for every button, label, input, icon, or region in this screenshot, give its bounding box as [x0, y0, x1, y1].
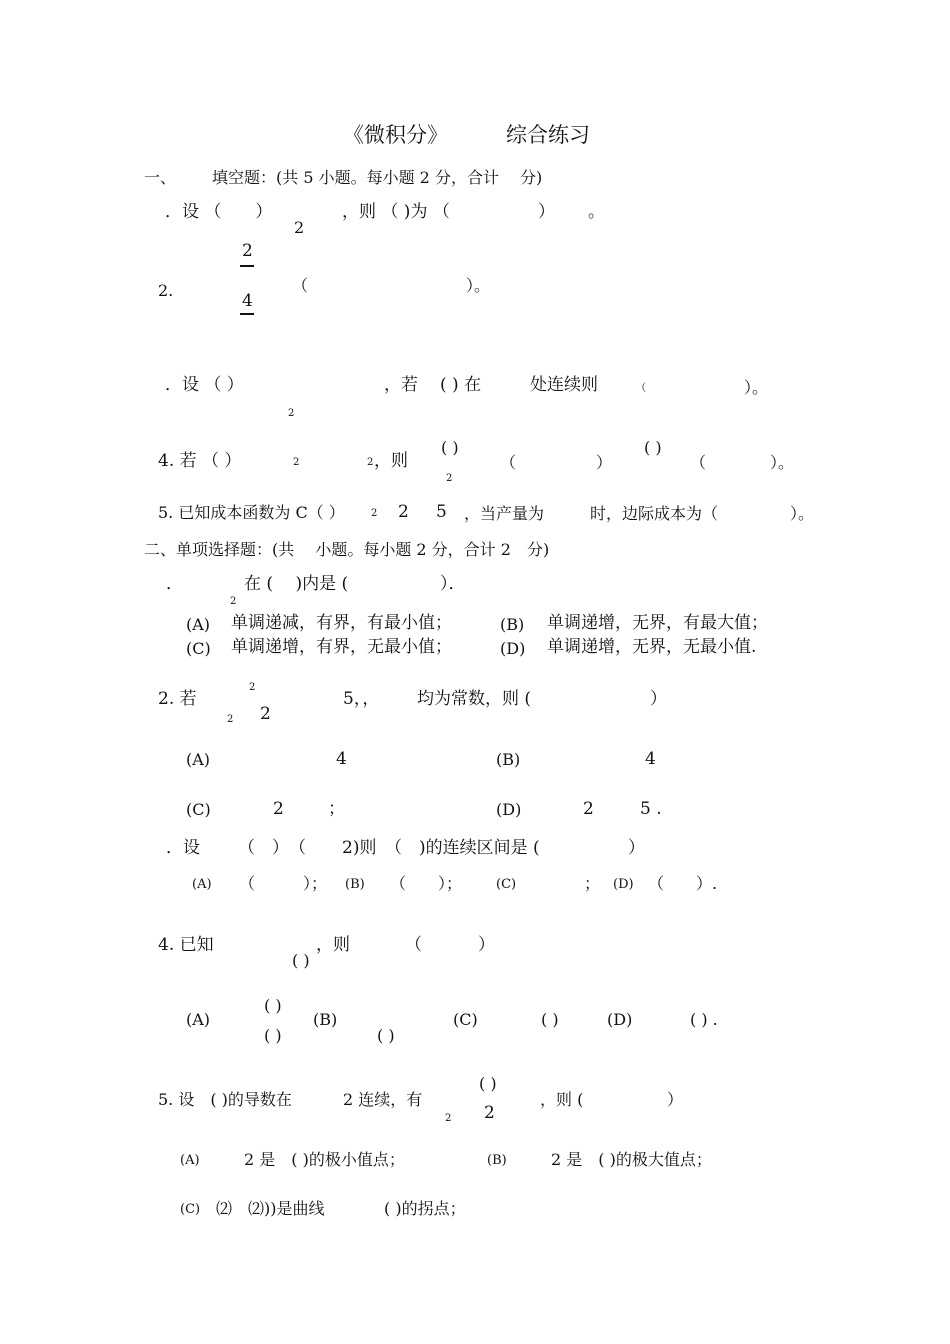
s2-q1-stem: 在 ( )内是 ( — [244, 574, 349, 594]
s1-q5-text-d: ，当产量为 — [464, 504, 545, 523]
doc-title: 《微积分》 — [343, 123, 448, 147]
s2-q5-two: 2 — [484, 1103, 495, 1123]
s1-q5-text-f: ）。 — [790, 504, 815, 523]
s1-q4-paren-1-open: （ — [500, 453, 517, 472]
s1-q3-paren-close: ）。 — [744, 378, 769, 397]
s2-q1-option-b-label: (B) — [500, 615, 525, 634]
s1-q5-text-e: 时，边际成本为（ — [590, 504, 719, 523]
s2-q2-text-c: 均为常数，则 ( — [417, 689, 532, 709]
s2-q1-option-c-label: (C) — [186, 639, 211, 658]
s2-q2-two: 2 — [260, 704, 271, 724]
s1-q2-bottom-digit: 4 — [242, 291, 253, 311]
s2-q4-option-c-label: (C) — [453, 1010, 478, 1029]
s2-q3-option-d-label: (D) — [613, 877, 634, 892]
s1-q5-num-2: 2 — [398, 502, 409, 522]
s2-q3-option-a-label: (A) — [192, 877, 212, 892]
s2-q2-option-b-label: (B) — [496, 750, 521, 769]
s2-q2-option-d: 2 — [583, 799, 594, 819]
s1-q4-sup-2: 2 — [367, 457, 374, 468]
s1-q5-sup: 2 — [371, 508, 378, 519]
s1-q3-text-a: ．设 （ ） — [165, 375, 244, 395]
s2-q2-option-d-tail: 5 . — [640, 799, 662, 819]
s2-q5-option-c: ⑵ ⑵))是曲线 — [216, 1199, 325, 1218]
s1-q4-paren-2-open: （ — [690, 453, 707, 472]
s1-q4-func: ( ) — [644, 438, 662, 457]
s2-q2-text-b: 5，， — [343, 689, 380, 709]
s2-q1-option-b: 单调递增，无界，有最大值； — [547, 613, 768, 633]
s2-q4-text-a: 4. 已知 — [158, 935, 214, 955]
s2-q4-text-b: ，则 — [316, 935, 350, 955]
s1-q2-paren-open: （ — [292, 276, 309, 295]
s2-q5-fraction-top: ( ) — [479, 1074, 497, 1093]
s2-q1-stem-end: ）． — [440, 574, 466, 594]
s1-q4-paren-2-close: ）。 — [770, 453, 795, 472]
s1-q4-deriv-sub: 2 — [446, 473, 453, 484]
s2-q4-option-a-bottom: ( ) — [264, 1026, 282, 1045]
s2-q1-option-a-label: (A) — [186, 615, 211, 634]
s1-q2-top-digit: 2 — [242, 241, 253, 261]
s2-q3-option-a: （ ）； — [239, 874, 328, 893]
s2-q5-option-a: 2 是 ( )的极小值点； — [244, 1150, 405, 1169]
s2-q4-paren-close: ） — [478, 935, 495, 955]
s2-q3-text-c: 2)则 （ )的连续区间是 ( — [342, 838, 540, 858]
s1-q4-text-b: ，则 — [374, 451, 408, 471]
s2-q4-option-d-label: (D) — [607, 1010, 633, 1029]
s2-q3-option-c: ； — [584, 874, 601, 893]
s2-q3-option-b: （ ）； — [390, 874, 463, 893]
s2-q2-sup: 2 — [249, 682, 256, 693]
s1-q3-text-c: ( ) 在 — [440, 375, 482, 395]
s2-q2-text-a: 2. 若 — [158, 689, 197, 709]
s2-q1-sub: 2 — [230, 596, 237, 607]
s2-q5-sub: 2 — [445, 1113, 452, 1124]
s2-q1-option-c: 单调递增，有界，无最小值； — [231, 637, 452, 657]
s1-q4-deriv: ( ) — [441, 438, 459, 457]
s2-q3-option-c-label: (C) — [496, 877, 517, 892]
s2-q2-sub: 2 — [227, 714, 234, 725]
s1-q1-text-b: ，则 （ )为 （ — [342, 202, 450, 222]
s2-q4-paren-open: （ — [405, 935, 422, 955]
s1-q5-text-a: 5. 已知成本函数为 C（ ） — [158, 503, 345, 522]
s2-q4-option-a-top: ( ) — [264, 996, 282, 1015]
s2-q3-text-d: ） — [628, 838, 645, 858]
s2-q1-option-d: 单调递增，无界，无最小值. — [547, 637, 757, 657]
s2-q2-option-c-semicolon: ； — [328, 799, 345, 819]
s2-q2-text-d: ） — [650, 689, 667, 709]
s2-q2-option-d-label: (D) — [496, 800, 522, 819]
s1-q2-paren-close: ）。 — [466, 276, 491, 295]
section2-heading: 二、单项选择题：(共 小题。每小题 2 分，合计 2 分) — [144, 540, 550, 559]
s2-q4-option-b-label: (B) — [313, 1010, 338, 1029]
s2-q3-option-b-label: (B) — [345, 877, 365, 892]
section1-label: 一、 — [144, 168, 177, 187]
s2-q3-option-d: （ ）. — [648, 874, 718, 893]
s1-q3-text-d: 处连续则 — [530, 375, 598, 395]
s1-q1-sup: 2 — [294, 218, 305, 237]
s2-q5-option-b-label: (B) — [487, 1153, 507, 1168]
s2-q4-option-a-label: (A) — [186, 1010, 211, 1029]
s1-q2-bar-top — [240, 265, 254, 267]
s2-q5-option-c-tail: ( )的拐点； — [384, 1199, 466, 1218]
s1-q1-text-a: ．设 （ ） — [165, 202, 273, 222]
s2-q3-text-b: （ ） （ — [238, 838, 306, 858]
s2-q5-option-a-label: (A) — [180, 1153, 200, 1168]
s2-q4-option-b: ( ) — [377, 1026, 395, 1045]
s2-q2-option-c: 2 — [273, 799, 284, 819]
s2-q4-denominator: ( ) — [292, 951, 310, 970]
s2-q5-option-c-label: (C) — [180, 1202, 201, 1217]
s2-q2-option-c-label: (C) — [186, 800, 211, 819]
s2-q2-option-a-label: (A) — [186, 750, 211, 769]
s1-q2-number: 2. — [158, 281, 174, 300]
s2-q5-text-a: 5. 设 ( )的导数在 — [158, 1090, 292, 1109]
s1-q3-text-b: ，若 — [384, 375, 418, 395]
s1-q3-paren-open: （ — [636, 383, 646, 394]
s1-q5-num-5: 5 — [436, 502, 447, 522]
s2-q1-dot: ． — [166, 574, 183, 594]
s1-q4-text-a: 4. 若 （ ） — [158, 451, 242, 471]
s2-q2-option-b: 4 — [645, 749, 656, 769]
s2-q1-option-a: 单调递减，有界，有最小值； — [231, 613, 452, 633]
doc-subtitle: 综合练习 — [506, 123, 590, 147]
s2-q5-text-c: ，则 ( — [540, 1090, 584, 1109]
section1-heading: 填空题：(共 5 小题。每小题 2 分，合计 分) — [212, 168, 543, 187]
s2-q3-text-a: ．设 — [166, 838, 200, 858]
s2-q4-option-c: ( ) — [541, 1010, 559, 1029]
s1-q4-paren-1-close: ） — [596, 453, 613, 472]
s2-q4-option-d: ( ) . — [690, 1010, 718, 1029]
s2-q2-option-a: 4 — [336, 749, 347, 769]
s1-q4-sup-1: 2 — [293, 457, 300, 468]
s2-q5-option-b: 2 是 ( )的极大值点； — [551, 1150, 712, 1169]
s1-q3-sub: 2 — [288, 408, 295, 419]
s1-q1-text-c: ） — [538, 202, 555, 222]
s1-q1-text-d: 。 — [588, 202, 605, 222]
s1-q2-bar-bottom — [240, 313, 254, 315]
s2-q1-option-d-label: (D) — [500, 639, 526, 658]
s2-q5-text-b: 2 连续，有 — [343, 1090, 423, 1109]
s2-q5-text-d: ） — [667, 1090, 684, 1109]
